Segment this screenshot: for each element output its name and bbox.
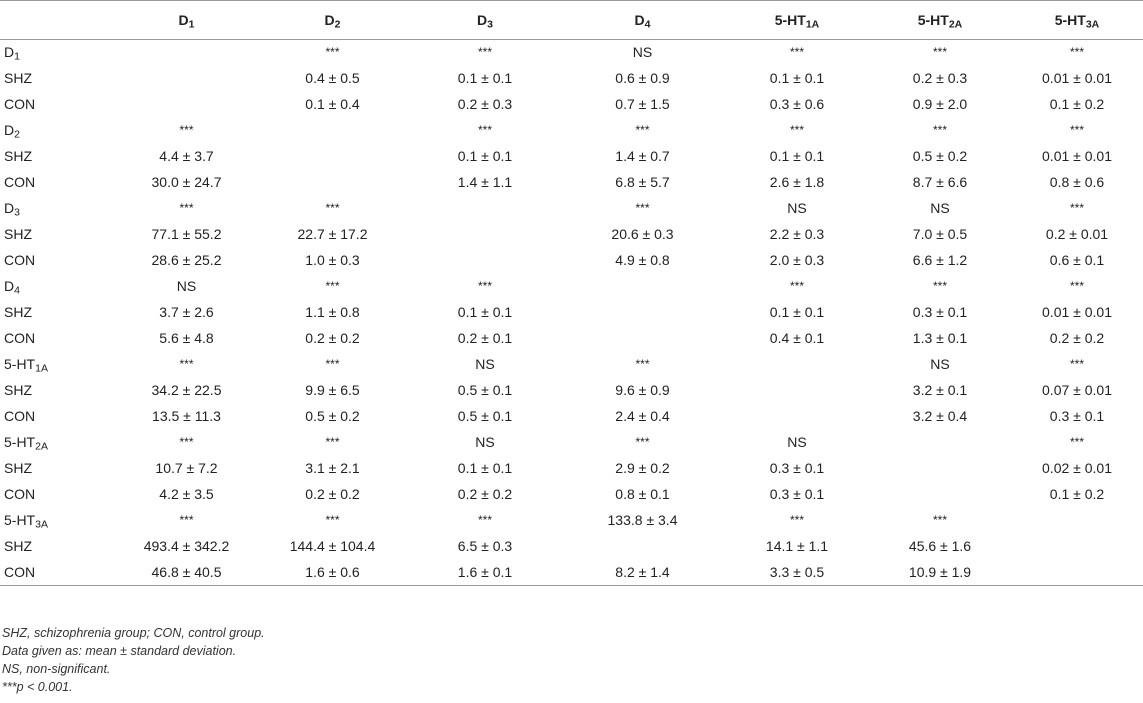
- significance-cell: ***: [477, 123, 492, 137]
- value-cell: 1.4 ± 0.7: [615, 148, 670, 164]
- significance-cell: ***: [932, 279, 947, 293]
- value-cell: 1.4 ± 1.1: [457, 174, 513, 190]
- value-cell: 1.6 ± 0.6: [305, 564, 360, 580]
- value-cell: 0.3 ± 0.1: [912, 304, 968, 320]
- value-cell: 0.4 ± 0.5: [305, 70, 360, 86]
- significance-cell: ***: [325, 201, 340, 215]
- value-cell: 14.1 ± 1.1: [765, 538, 829, 554]
- value-cell: 0.2 ± 0.2: [1049, 330, 1105, 346]
- shz-row: [0, 299, 1143, 325]
- value-cell: 4.4 ± 3.7: [159, 148, 214, 164]
- column-header: [255, 1, 410, 39]
- value-cell: 10.7 ± 7.2: [155, 460, 218, 476]
- value-cell: 0.6 ± 0.1: [1049, 252, 1105, 268]
- value-cell: 2.4 ± 0.4: [615, 408, 670, 424]
- value-cell: 0.2 ± 0.2: [305, 330, 360, 346]
- value-cell: [725, 403, 869, 429]
- group-label: [0, 429, 118, 455]
- significance-cell: ***: [325, 435, 340, 449]
- value-cell: 0.2 ± 0.2: [457, 486, 513, 502]
- significance-cell: ***: [179, 123, 194, 137]
- label-base: 5-HT: [917, 12, 949, 28]
- label-base: 5-HT: [4, 434, 36, 450]
- con-row: [0, 91, 1143, 117]
- value-cell: 0.1 ± 0.1: [457, 460, 513, 476]
- significance-cell: ***: [179, 435, 194, 449]
- label-subscript: 1A: [35, 362, 48, 375]
- column-header: [560, 1, 725, 39]
- value-cell: 144.4 ± 104.4: [289, 538, 376, 554]
- shz-row-label: SHZ: [4, 226, 32, 242]
- shz-row-label: SHZ: [4, 70, 32, 86]
- group-label: [0, 351, 118, 377]
- label-subscript: 4: [644, 18, 651, 31]
- value-cell: [560, 533, 725, 559]
- value-cell: 10.9 ± 1.9: [908, 564, 972, 580]
- shz-row: [0, 65, 1143, 91]
- table-body: [0, 39, 1143, 585]
- value-cell: 8.2 ± 1.4: [615, 564, 670, 580]
- value-cell: [255, 143, 410, 169]
- value-cell: 0.02 ± 0.01: [1042, 460, 1112, 476]
- value-cell: [255, 169, 410, 195]
- value-cell: 7.0 ± 0.5: [912, 226, 968, 242]
- value-cell: 77.1 ± 55.2: [151, 226, 222, 242]
- significance-cell: NS: [475, 356, 495, 372]
- value-cell: [725, 377, 869, 403]
- group-significance-row: [0, 507, 1143, 533]
- value-cell: 30.0 ± 24.7: [151, 174, 222, 190]
- significance-cell: [560, 273, 725, 299]
- label-base: D: [634, 12, 645, 28]
- group-significance-row: [0, 273, 1143, 299]
- value-cell: 9.6 ± 0.9: [615, 382, 670, 398]
- value-cell: 0.8 ± 0.1: [615, 486, 670, 502]
- con-row: [0, 247, 1143, 273]
- value-cell: 0.1 ± 0.1: [769, 304, 825, 320]
- value-cell: 6.6 ± 1.2: [912, 252, 968, 268]
- receptor-comparison-table: [0, 1, 1143, 585]
- con-row: [0, 403, 1143, 429]
- value-cell: [410, 247, 560, 273]
- significance-cell: ***: [932, 123, 947, 137]
- significance-cell: ***: [1069, 357, 1084, 371]
- column-header: [410, 1, 560, 39]
- significance-cell: ***: [1069, 201, 1084, 215]
- value-cell: 28.6 ± 25.2: [151, 252, 222, 268]
- group-significance-row: [0, 117, 1143, 143]
- value-cell: 0.07 ± 0.01: [1042, 382, 1112, 398]
- significance-cell: ***: [325, 279, 340, 293]
- con-row-label: CON: [4, 564, 36, 580]
- significance-cell: ***: [477, 45, 492, 59]
- label-base: 5-HT: [4, 356, 36, 372]
- value-cell: [869, 481, 1011, 507]
- label-base: D: [178, 12, 189, 28]
- value-cell: 4.2 ± 3.5: [159, 486, 214, 502]
- value-cell: 6.8 ± 5.7: [615, 174, 670, 190]
- label-subscript: 3A: [35, 518, 48, 531]
- value-cell: [118, 65, 255, 91]
- table-footnotes: [2, 624, 265, 696]
- value-cell: 0.3 ± 0.6: [769, 96, 825, 112]
- group-significance-row: [0, 39, 1143, 65]
- shz-row-label: SHZ: [4, 304, 32, 320]
- value-cell: 0.5 ± 0.2: [912, 148, 968, 164]
- significance-cell: ***: [477, 279, 492, 293]
- label-subscript: 2A: [35, 440, 48, 453]
- label-subscript: 2: [14, 128, 20, 141]
- group-significance-row: [0, 351, 1143, 377]
- header-corner: [0, 1, 118, 39]
- label-base: 5-HT: [4, 512, 36, 528]
- con-row-label: CON: [4, 330, 36, 346]
- label-subscript: 1A: [805, 18, 820, 31]
- label-subscript: 3A: [1085, 18, 1100, 31]
- value-cell: 0.5 ± 0.1: [457, 382, 513, 398]
- value-cell: 0.2 ± 0.1: [457, 330, 513, 346]
- column-header: [118, 1, 255, 39]
- value-cell: 2.6 ± 1.8: [769, 174, 825, 190]
- con-row: [0, 481, 1143, 507]
- label-subscript: 3: [14, 206, 20, 219]
- header-divider-rule: [0, 39, 1143, 40]
- significance-cell: ***: [179, 357, 194, 371]
- significance-cell: ***: [1069, 435, 1084, 449]
- group-significance-row: [0, 195, 1143, 221]
- significance-cell: ***: [789, 513, 804, 527]
- footnote-significance: ***p < 0.001.: [2, 680, 73, 694]
- significance-cell: NS: [930, 356, 950, 372]
- value-cell: 0.2 ± 0.3: [457, 96, 513, 112]
- con-row: [0, 559, 1143, 585]
- shz-row-label: SHZ: [4, 382, 32, 398]
- significance-cell: NS: [930, 200, 950, 216]
- label-base: D: [324, 12, 335, 28]
- value-cell: 0.1 ± 0.1: [457, 148, 513, 164]
- group-label: [0, 39, 118, 65]
- significance-cell: ***: [789, 279, 804, 293]
- label-base: 5-HT: [774, 12, 806, 28]
- value-cell: 0.2 ± 0.2: [305, 486, 360, 502]
- value-cell: 3.3 ± 0.5: [769, 564, 825, 580]
- significance-cell: ***: [635, 123, 650, 137]
- con-row-label: CON: [4, 408, 36, 424]
- value-cell: 5.6 ± 4.8: [159, 330, 214, 346]
- group-label: [0, 273, 118, 299]
- value-cell: 0.1 ± 0.2: [1049, 486, 1105, 502]
- significance-cell: NS: [787, 200, 807, 216]
- label-base: D: [4, 44, 15, 60]
- value-cell: 0.1 ± 0.2: [1049, 96, 1105, 112]
- con-row-label: CON: [4, 96, 36, 112]
- value-cell: 0.01 ± 0.01: [1042, 304, 1112, 320]
- shz-row: [0, 455, 1143, 481]
- value-cell: [1011, 559, 1143, 585]
- table-header: [0, 1, 1143, 39]
- significance-cell: ***: [325, 45, 340, 59]
- value-cell: 45.6 ± 1.6: [908, 538, 972, 554]
- value-cell: 34.2 ± 22.5: [151, 382, 222, 398]
- shz-row: [0, 143, 1143, 169]
- significance-cell: ***: [325, 513, 340, 527]
- value-cell: 0.4 ± 0.1: [769, 330, 825, 346]
- label-subscript: 4: [14, 284, 20, 297]
- value-cell: 3.2 ± 0.1: [912, 382, 968, 398]
- column-header: [1011, 1, 1143, 39]
- label-base: D: [477, 12, 488, 28]
- footnote-ns: NS, non-significant.: [2, 662, 111, 676]
- significance-cell: [118, 39, 255, 65]
- shz-row-label: SHZ: [4, 460, 32, 476]
- label-subscript: 3: [487, 18, 493, 31]
- con-row-label: CON: [4, 252, 36, 268]
- value-cell: 1.6 ± 0.1: [457, 564, 513, 580]
- value-cell: 6.5 ± 0.3: [457, 538, 513, 554]
- header-row: [0, 1, 1143, 39]
- significance-cell: ***: [635, 435, 650, 449]
- value-cell: 1.1 ± 0.8: [305, 304, 360, 320]
- value-cell: 46.8 ± 40.5: [151, 564, 222, 580]
- value-cell: 0.2 ± 0.01: [1045, 226, 1109, 242]
- label-base: 5-HT: [1054, 12, 1086, 28]
- value-cell: 0.1 ± 0.1: [769, 148, 825, 164]
- significance-cell: ***: [1069, 123, 1084, 137]
- value-cell: 8.7 ± 6.6: [912, 174, 968, 190]
- significance-cell: ***: [789, 45, 804, 59]
- column-header: [725, 1, 869, 39]
- shz-row: [0, 221, 1143, 247]
- footnote-data-format: Data given as: mean ± standard deviation.: [2, 644, 237, 658]
- significance-cell: ***: [325, 357, 340, 371]
- label-subscript: 1: [188, 18, 195, 31]
- label-base: D: [4, 200, 15, 216]
- value-cell: 4.9 ± 0.8: [615, 252, 670, 268]
- significance-cell: NS: [632, 44, 653, 60]
- significance-cell: [1011, 507, 1143, 533]
- value-cell: 3.7 ± 2.6: [159, 304, 214, 320]
- value-cell: 0.3 ± 0.1: [769, 460, 825, 476]
- value-cell: 2.2 ± 0.3: [769, 226, 825, 242]
- significance-cell: ***: [932, 45, 947, 59]
- shz-row: [0, 533, 1143, 559]
- value-cell: 0.1 ± 0.1: [769, 70, 825, 86]
- value-cell: 0.1 ± 0.4: [305, 96, 360, 112]
- significance-cell: ***: [1069, 45, 1084, 59]
- con-row: [0, 169, 1143, 195]
- label-base: D: [4, 122, 15, 138]
- significance-cell: ***: [635, 201, 650, 215]
- con-row-label: CON: [4, 174, 36, 190]
- label-base: D: [4, 278, 15, 294]
- value-cell: [560, 325, 725, 351]
- significance-cell: 133.8 ± 3.4: [607, 512, 678, 528]
- value-cell: 2.0 ± 0.3: [769, 252, 825, 268]
- table-bottom-rule: [0, 585, 1143, 586]
- value-cell: 0.3 ± 0.1: [1049, 408, 1105, 424]
- value-cell: 3.2 ± 0.4: [912, 408, 968, 424]
- significance-cell: [410, 195, 560, 221]
- value-cell: 1.3 ± 0.1: [912, 330, 968, 346]
- value-cell: 0.7 ± 1.5: [615, 96, 670, 112]
- value-cell: 0.5 ± 0.2: [305, 408, 360, 424]
- value-cell: [560, 299, 725, 325]
- value-cell: 13.5 ± 11.3: [152, 408, 221, 424]
- value-cell: 0.9 ± 2.0: [912, 96, 968, 112]
- value-cell: 0.01 ± 0.01: [1042, 70, 1112, 86]
- significance-cell: ***: [1069, 279, 1084, 293]
- shz-row: [0, 377, 1143, 403]
- value-cell: 0.8 ± 0.6: [1049, 174, 1105, 190]
- value-cell: 0.1 ± 0.1: [457, 70, 513, 86]
- value-cell: [869, 455, 1011, 481]
- label-subscript: 2: [334, 18, 341, 31]
- significance-cell: ***: [179, 201, 194, 215]
- significance-cell: NS: [475, 434, 495, 450]
- significance-cell: ***: [789, 123, 804, 137]
- value-cell: 0.1 ± 0.1: [457, 304, 513, 320]
- group-label: [0, 507, 118, 533]
- significance-cell: ***: [179, 513, 194, 527]
- significance-cell: NS: [787, 434, 807, 450]
- footnote-abbreviations: SHZ, schizophrenia group; CON, control group.: [2, 626, 265, 640]
- significance-cell: NS: [176, 278, 197, 294]
- value-cell: [410, 221, 560, 247]
- value-cell: 493.4 ± 342.2: [143, 538, 230, 554]
- significance-cell: [725, 351, 869, 377]
- group-label: [0, 117, 118, 143]
- significance-cell: [255, 117, 410, 143]
- value-cell: 0.6 ± 0.9: [615, 70, 670, 86]
- significance-cell: ***: [635, 357, 650, 371]
- value-cell: 3.1 ± 2.1: [305, 460, 360, 476]
- con-row-label: CON: [4, 486, 36, 502]
- value-cell: 22.7 ± 17.2: [297, 226, 368, 242]
- label-subscript: 2A: [948, 18, 963, 31]
- significance-cell: ***: [477, 513, 492, 527]
- value-cell: 0.2 ± 0.3: [912, 70, 968, 86]
- group-significance-row: [0, 429, 1143, 455]
- significance-cell: ***: [932, 513, 947, 527]
- group-label: [0, 195, 118, 221]
- value-cell: 20.6 ± 0.3: [611, 226, 674, 242]
- value-cell: 9.9 ± 6.5: [305, 382, 360, 398]
- value-cell: 2.9 ± 0.2: [615, 460, 670, 476]
- value-cell: [1011, 533, 1143, 559]
- value-cell: 0.5 ± 0.1: [457, 408, 513, 424]
- value-cell: 1.0 ± 0.3: [305, 252, 360, 268]
- column-header: [869, 1, 1011, 39]
- value-cell: 0.01 ± 0.01: [1042, 148, 1112, 164]
- shz-row-label: SHZ: [4, 538, 32, 554]
- value-cell: [118, 91, 255, 117]
- label-subscript: 1: [14, 50, 20, 63]
- con-row: [0, 325, 1143, 351]
- shz-row-label: SHZ: [4, 148, 32, 164]
- value-cell: 0.3 ± 0.1: [769, 486, 825, 502]
- significance-cell: [869, 429, 1011, 455]
